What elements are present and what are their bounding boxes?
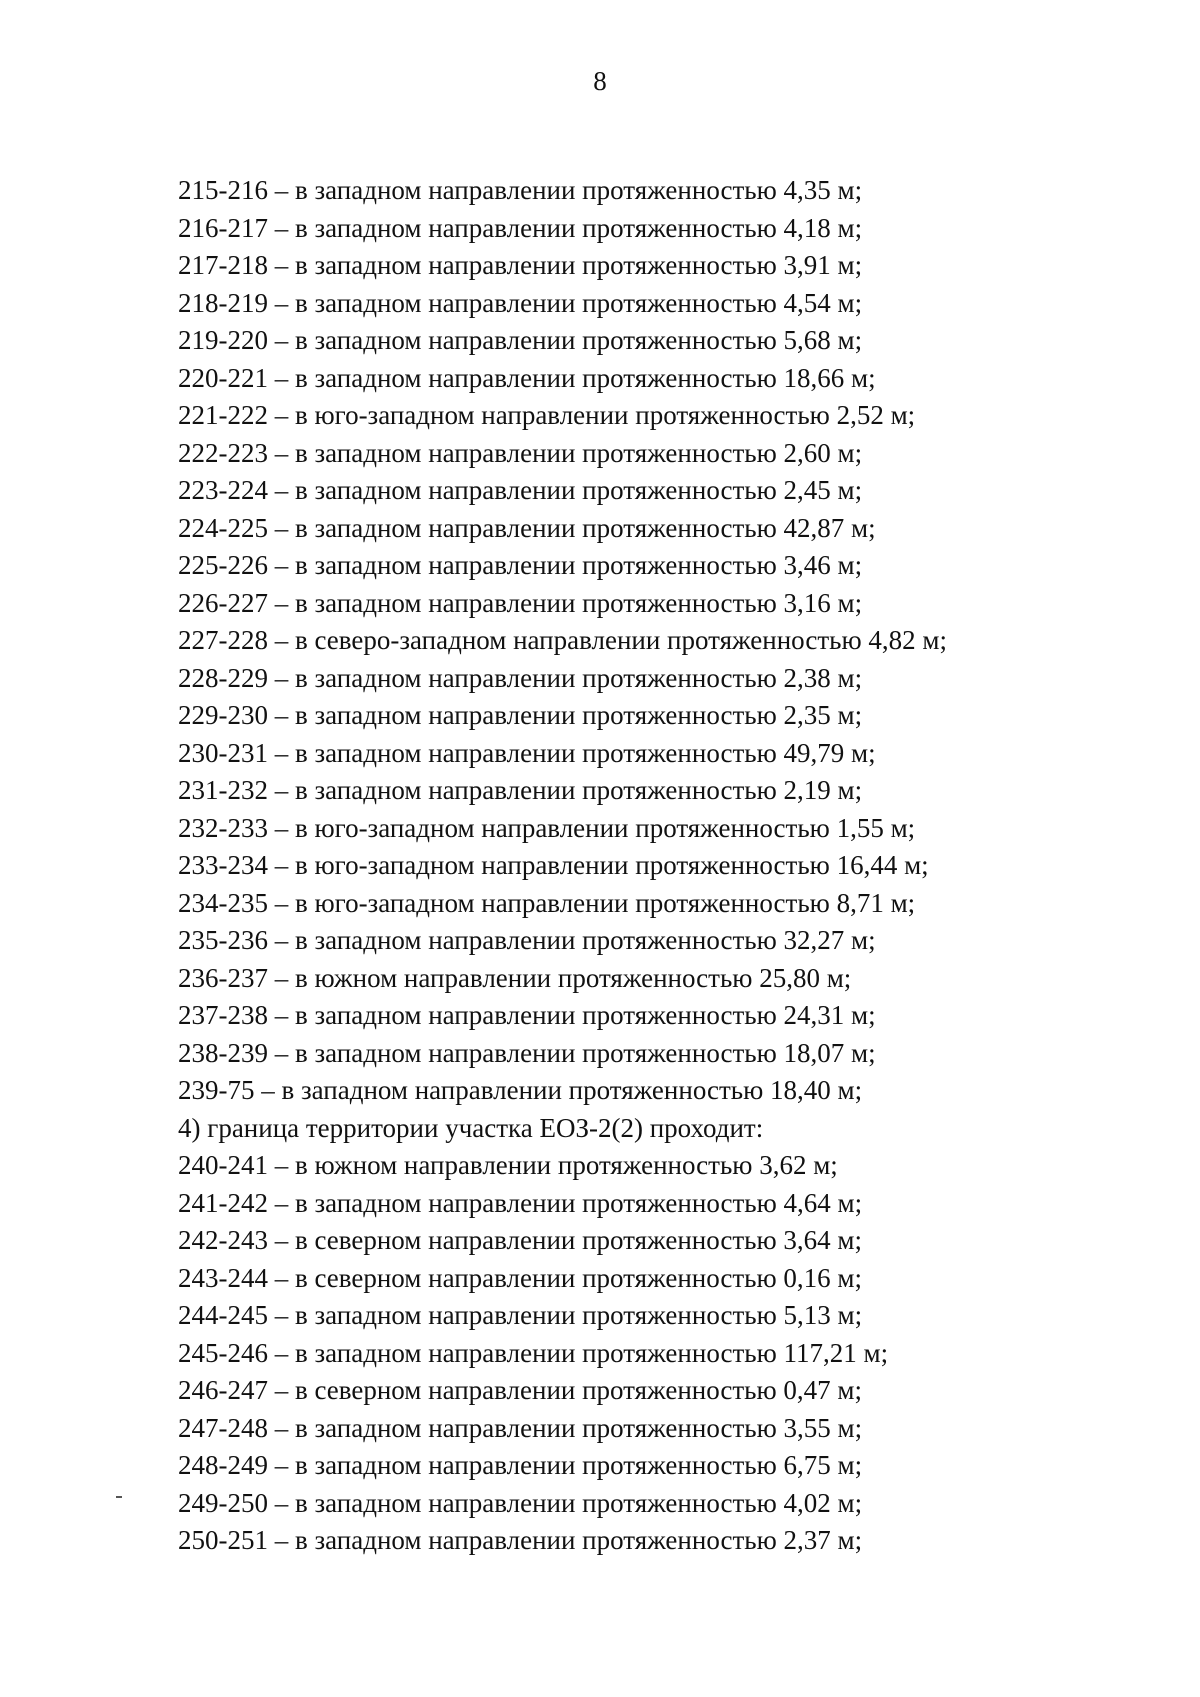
boundary-line: 236-237 – в южном направлении протяженностью 25,80 м; (178, 962, 852, 993)
boundary-line: 234-235 – в юго-западном направлении протяженностью 8,71 м; (178, 887, 916, 918)
scan-speck (116, 1496, 122, 1498)
section-heading: 4) граница территории участка ЕОЗ-2(2) проходит: (178, 1112, 764, 1143)
page-number: 8 (593, 66, 607, 96)
boundary-line: 248-249 – в западном направлении протяженностью 6,75 м; (178, 1450, 863, 1480)
boundary-line: 216-217 – в западном направлении протяженностью 4,18 м; (178, 212, 863, 243)
boundary-line: 246-247 – в северном направлении протяженностью 0,47 м; (178, 1375, 863, 1405)
boundary-line: 238-239 – в западном направлении протяженностью 18,07 м; (178, 1037, 876, 1068)
boundary-line: 237-238 – в западном направлении протяженностью 24,31 м; (178, 1000, 876, 1030)
boundary-line: 240-241 – в южном направлении протяженностью 3,62 м; (178, 1150, 838, 1180)
boundary-line: 245-246 – в западном направлении протяженностью 117,21 м; (178, 1337, 889, 1368)
boundary-line: 241-242 – в западном направлении протяженностью 4,64 м; (178, 1187, 863, 1218)
boundary-line: 220-221 – в западном направлении протяженностью 18,66 м; (178, 362, 876, 393)
boundary-line: 235-236 – в западном направлении протяженностью 32,27 м; (178, 925, 876, 955)
boundary-line: 227-228 – в северо-западном направлении протяженностью 4,82 м; (178, 625, 947, 655)
boundary-line: 215-216 – в западном направлении протяженностью 4,35 м; (178, 175, 863, 205)
boundary-line: 222-223 – в западном направлении протяженностью 2,60 м; (178, 437, 863, 468)
boundary-line: 232-233 – в юго-западном направлении протяженностью 1,55 м; (178, 812, 916, 843)
boundary-line: 229-230 – в западном направлении протяженностью 2,35 м; (178, 700, 863, 730)
boundary-line: 231-232 – в западном направлении протяженностью 2,19 м; (178, 775, 863, 805)
boundary-line: 225-226 – в западном направлении протяженностью 3,46 м; (178, 550, 863, 580)
boundary-line: 224-225 – в западном направлении протяженностью 42,87 м; (178, 512, 876, 543)
boundary-line: 228-229 – в западном направлении протяженностью 2,38 м; (178, 662, 863, 693)
boundary-line: 239-75 – в западном направлении протяженностью 18,40 м; (178, 1075, 863, 1105)
boundary-line: 242-243 – в северном направлении протяженностью 3,64 м; (178, 1225, 863, 1255)
boundary-line: 226-227 – в западном направлении протяженностью 3,16 м; (178, 587, 863, 618)
boundary-line: 243-244 – в северном направлении протяженностью 0,16 м; (178, 1262, 863, 1293)
boundary-line: 249-250 – в западном направлении протяженностью 4,02 м; (178, 1487, 863, 1518)
boundary-line: 218-219 – в западном направлении протяженностью 4,54 м; (178, 287, 863, 318)
boundary-line: 230-231 – в западном направлении протяженностью 49,79 м; (178, 737, 876, 768)
boundary-line: 250-251 – в западном направлении протяженностью 2,37 м; (178, 1525, 863, 1555)
boundary-line: 247-248 – в западном направлении протяженностью 3,55 м; (178, 1412, 863, 1443)
boundary-line: 217-218 – в западном направлении протяженностью 3,91 м; (178, 250, 863, 280)
boundary-line: 219-220 – в западном направлении протяженностью 5,68 м; (178, 325, 863, 355)
boundary-line: 221-222 – в юго-западном направлении протяженностью 2,52 м; (178, 400, 916, 430)
boundary-line: 244-245 – в западном направлении протяженностью 5,13 м; (178, 1300, 863, 1330)
boundary-line: 223-224 – в западном направлении протяженностью 2,45 м; (178, 475, 863, 505)
boundary-description-list (178, 172, 1138, 1560)
boundary-line: 233-234 – в юго-западном направлении протяженностью 16,44 м; (178, 850, 929, 880)
